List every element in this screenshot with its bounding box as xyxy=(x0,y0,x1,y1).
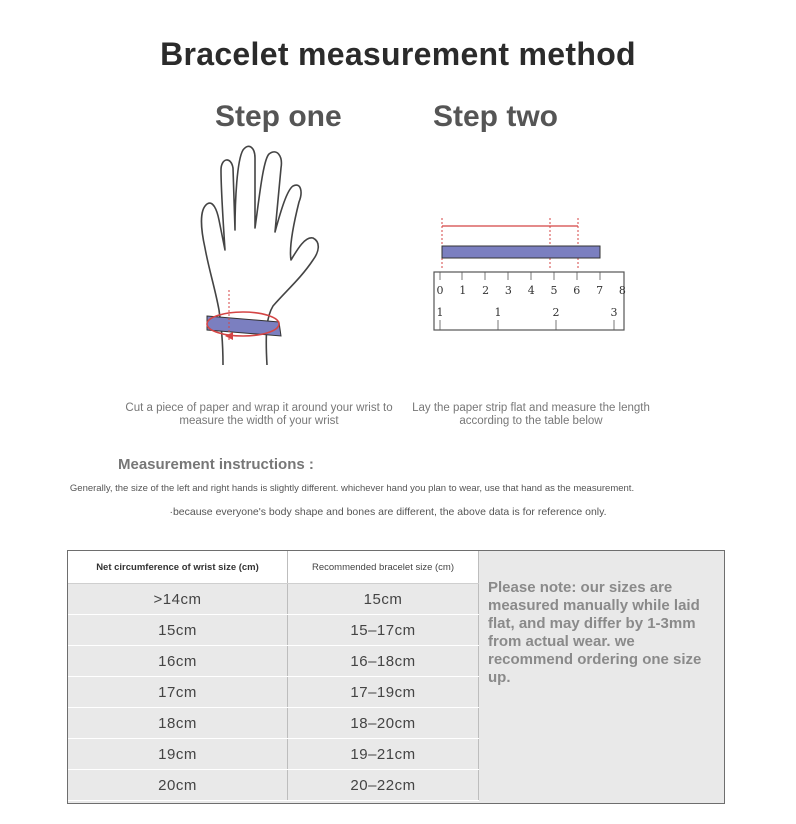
size-table-header xyxy=(68,551,479,584)
ruler-top-number: 4 xyxy=(527,284,535,297)
wrist-size-cell: 18cm xyxy=(68,708,288,739)
header-wrist-size: Net circumference of wrist size (cm) xyxy=(68,551,288,584)
ruler-measure-illustration xyxy=(430,210,626,340)
ruler-top-number: 6 xyxy=(573,284,581,297)
step-one-caption: Cut a piece of paper and wrap it around your wrist to measure the width of your wrist xyxy=(125,402,393,427)
ruler-top-number: 7 xyxy=(596,284,604,297)
wrist-size-cell: 16cm xyxy=(68,646,288,677)
size-note: Please note: our sizes are measured manually while laid flat, and may differ by 1-3mm from actual wear. we recommend ordering one size up. xyxy=(488,579,702,686)
table-row xyxy=(68,584,479,615)
bracelet-size-cell: 15–17cm xyxy=(288,615,479,646)
hand-wrap-illustration xyxy=(195,140,335,370)
bracelet-size-cell: 16–18cm xyxy=(288,646,479,677)
bracelet-size-cell: 19–21cm xyxy=(288,739,479,770)
table-row xyxy=(68,770,479,801)
ruler-bottom-number: 1 xyxy=(494,306,502,319)
bracelet-size-cell: 17–19cm xyxy=(288,677,479,708)
bracelet-size-cell: 20–22cm xyxy=(288,770,479,801)
ruler-top-number: 8 xyxy=(618,284,626,297)
table-row xyxy=(68,739,479,770)
bracelet-size-cell: 15cm xyxy=(288,584,479,615)
ruler-top-number: 0 xyxy=(436,284,444,297)
size-table xyxy=(68,551,479,801)
wrist-size-cell: 17cm xyxy=(68,677,288,708)
table-row xyxy=(68,708,479,739)
table-row xyxy=(68,677,479,708)
step-two-caption: Lay the paper strip flat and measure the length according to the table below xyxy=(412,402,650,427)
instructions-line-1: Generally, the size of the left and right hands is slightly different. whichever hand you plan to wear, use that hand as the measurement. xyxy=(69,483,635,494)
wrist-size-cell: 15cm xyxy=(68,615,288,646)
ruler-bottom-number: 2 xyxy=(552,306,560,319)
header-bracelet-size: Recommended bracelet size (cm) xyxy=(288,551,479,584)
table-row xyxy=(68,615,479,646)
instructions-line-2: ·because everyone's body shape and bones are different, the above data is for reference only. xyxy=(169,506,607,518)
wrist-size-cell: >14cm xyxy=(68,584,288,615)
step-two-heading: Step two xyxy=(433,100,558,133)
bracelet-size-cell: 18–20cm xyxy=(288,708,479,739)
table-row xyxy=(68,646,479,677)
ruler-top-number: 5 xyxy=(550,284,558,297)
size-chart xyxy=(67,550,725,804)
ruler-top-number: 1 xyxy=(459,284,467,297)
step-one-heading: Step one xyxy=(215,100,342,133)
ruler-bottom-number: 3 xyxy=(610,306,618,319)
wrist-size-cell: 19cm xyxy=(68,739,288,770)
ruler-bottom-number: 1 xyxy=(436,306,444,319)
page-title: Bracelet measurement method xyxy=(160,36,636,72)
instructions-title: Measurement instructions : xyxy=(118,456,314,473)
wrist-size-cell: 20cm xyxy=(68,770,288,801)
ruler-top-number: 3 xyxy=(504,284,512,297)
ruler-top-number: 2 xyxy=(482,284,490,297)
